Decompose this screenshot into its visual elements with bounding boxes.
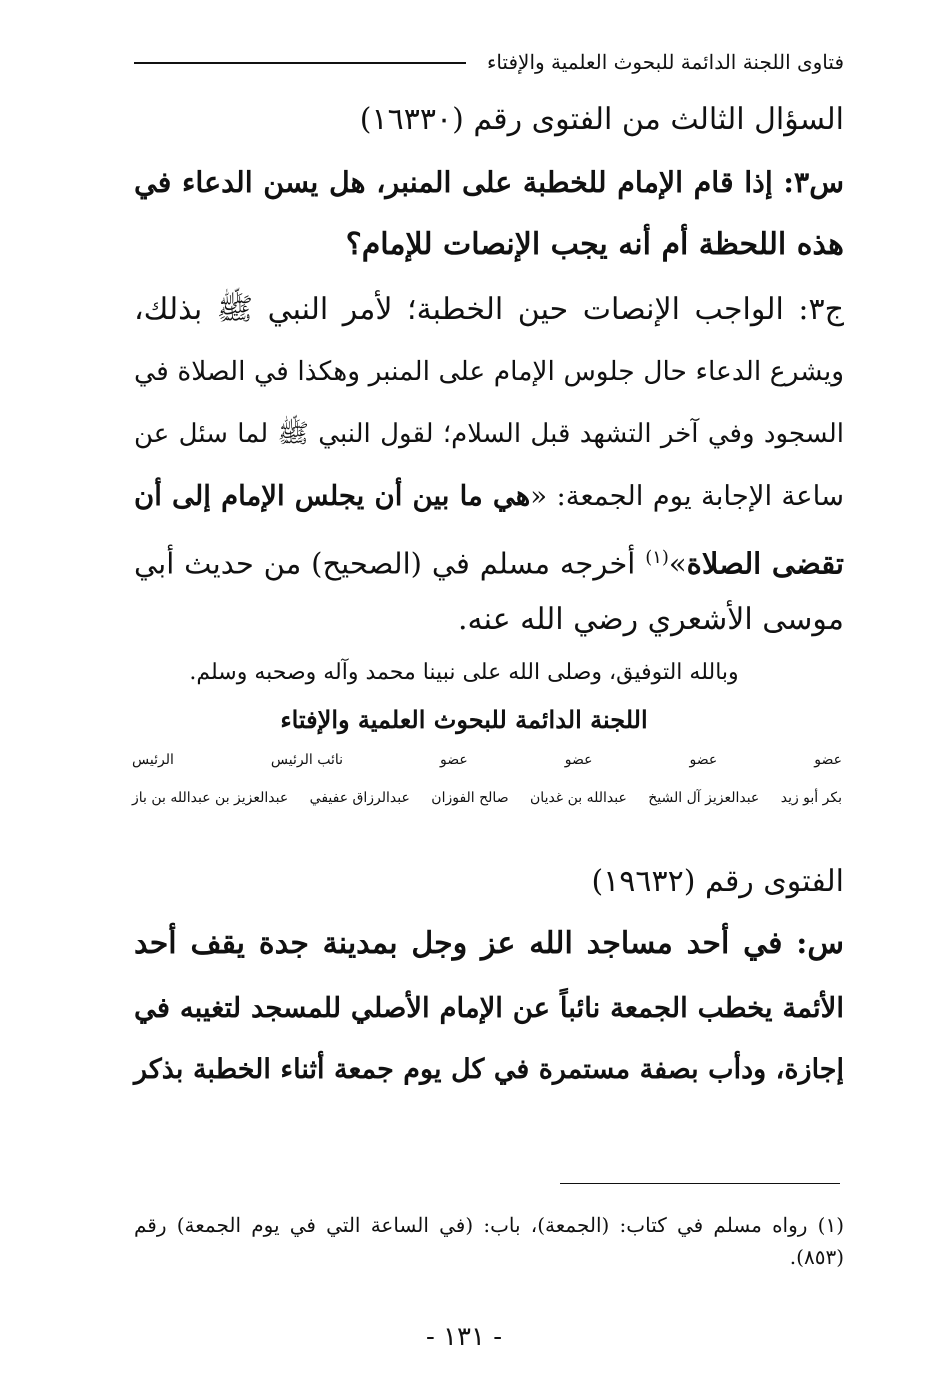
question-3-line-2: هذه اللحظة أم أنه يجب الإنصات للإمام؟	[345, 227, 844, 262]
answer-3-line-6: موسى الأشعري رضي الله عنه.	[458, 602, 844, 637]
fatwa-2-question-line-1: س: في أحد مساجد الله عز وجل بمدينة جدة يقف أحد	[134, 926, 844, 961]
fatwa-2-question-line-3: إجازة، ودأب بصفة مستمرة في كل يوم جمعة أثناء الخطبة بذكر	[134, 1054, 844, 1085]
question-3-title: السؤال الثالث من الفتوى رقم (١٦٣٣٠)	[359, 102, 844, 137]
fatwa-2-title: الفتوى رقم (١٩٦٣٢)	[591, 864, 844, 899]
name-member-2: عبدالعزيز آل الشيخ	[648, 790, 760, 806]
header-rule	[134, 62, 466, 64]
role-member-2: عضو	[689, 752, 718, 768]
role-member-3: عضو	[564, 752, 593, 768]
answer-3-line-3: السجود وفي آخر التشهد قبل السلام؛ لقول النبي ﷺ لما سئل عن	[134, 419, 844, 449]
name-member-1: بكر أبو زيد	[780, 790, 842, 806]
name-member-3: عبدالله بن غديان	[530, 790, 627, 806]
closing-formula: وبالله التوفيق، وصلى الله على نبينا محمد وآله وصحبه وسلم.	[189, 660, 739, 685]
role-member-1: عضو	[814, 752, 842, 768]
role-vice-chairman: نائب الرئيس	[270, 752, 343, 768]
committee-name: اللجنة الدائمة للبحوث العلمية والإفتاء	[280, 705, 648, 734]
hadith-quote-part-1: هي ما بين أن يجلس الإمام إلى أن	[134, 480, 531, 512]
footnote-line-1: (١) رواه مسلم في كتاب: (الجمعة)، باب: (في الساعة التي في يوم الجمعة) رقم	[134, 1213, 844, 1237]
footnote-reference[interactable]: (١)	[645, 547, 669, 568]
question-3-line-1: س٣: إذا قام الإمام للخطبة على المنبر، هل يسن الدعاء في	[134, 165, 844, 199]
hadith-quote-part-2: تقضى الصلاة	[686, 546, 844, 581]
signature-roles	[132, 752, 842, 768]
answer-3-line-4	[134, 476, 844, 516]
footnote-line-2: (٨٥٣).	[789, 1245, 844, 1269]
answer-3-line-5-rest: أخرجه مسلم في (الصحيح) من حديث أبي	[134, 546, 646, 581]
role-chairman: الرئيس	[132, 752, 174, 768]
fatwa-2-question-line-2: الأئمة يخطب الجمعة نائباً عن الإمام الأصلي للمسجد لتغيبه في	[134, 992, 844, 1024]
running-header: فتاوى اللجنة الدائمة للبحوث العلمية والإفتاء	[486, 50, 844, 74]
answer-3-line-2: ويشرع الدعاء حال جلوس الإمام على المنبر وهكذا في الصلاة في	[134, 356, 844, 387]
name-member-4: صالح الفوزان	[431, 790, 509, 806]
page-number: - ١٣١ -	[425, 1322, 503, 1352]
footnote-separator	[560, 1183, 840, 1184]
answer-3-line-5	[134, 538, 844, 584]
name-vice-chairman: عبدالرزاق عفيفي	[309, 790, 410, 806]
answer-3-line-1: ج٣: الواجب الإنصات حين الخطبة؛ لأمر النبي ﷺ بذلك،	[134, 292, 844, 327]
quote-close: »	[668, 546, 687, 581]
name-chairman: عبدالعزيز بن عبدالله بن باز	[132, 790, 289, 806]
role-member-4: عضو	[440, 752, 468, 768]
answer-3-line-4-plain: ساعة الإجابة يوم الجمعة: «	[530, 480, 845, 512]
signature-names	[132, 790, 842, 806]
